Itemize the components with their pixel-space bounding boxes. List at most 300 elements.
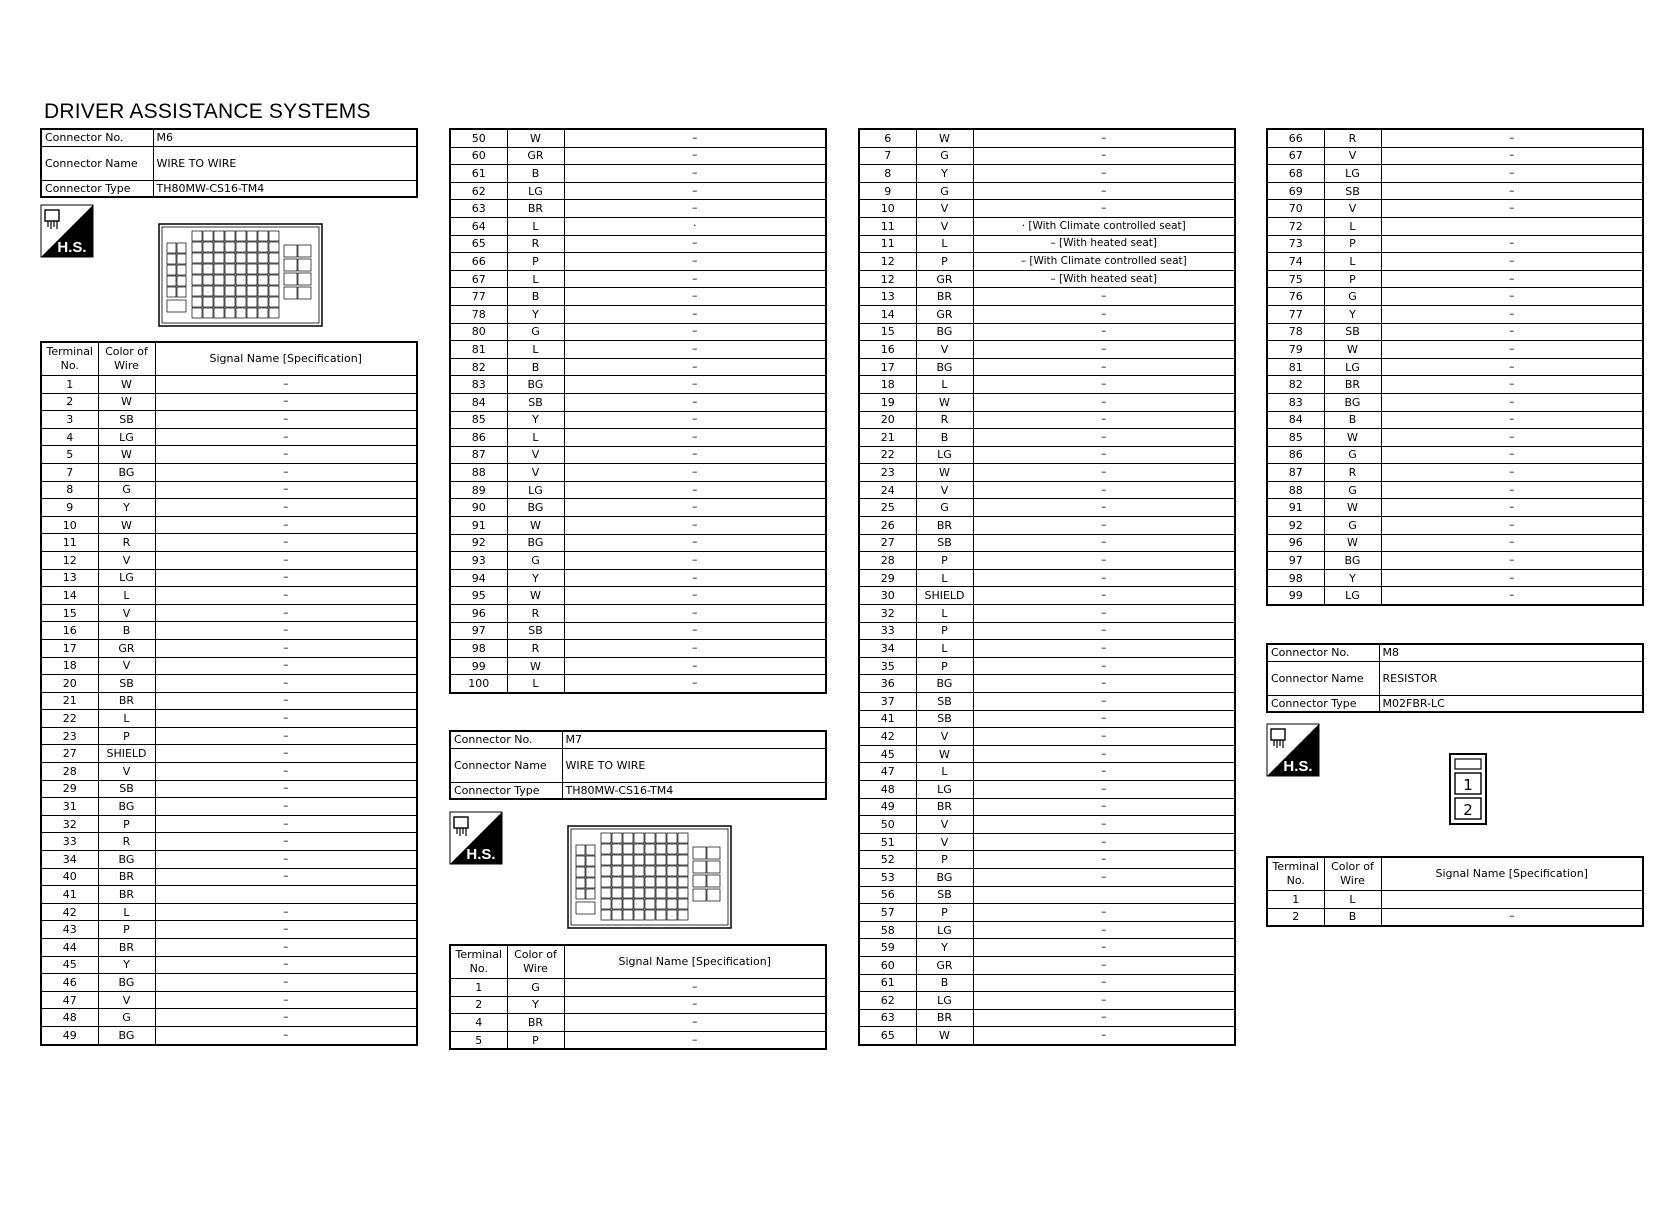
signal-name: – [155,657,417,675]
wire-color: BG [507,376,564,394]
terminal-number: 69 [1267,182,1324,200]
connector-field-value: M8 [1379,644,1643,661]
wire-color: SB [916,886,973,904]
signal-name: – [With heated seat] [973,235,1235,253]
terminal-number: 79 [1267,341,1324,359]
signal-name: – [1381,235,1643,253]
terminal-row [450,481,826,499]
terminal-row [450,217,826,235]
terminal-row [450,1014,826,1032]
signal-name: – [155,1026,417,1044]
signal-name: – [564,979,826,997]
signal-name: – [155,587,417,605]
terminal-row [859,675,1235,693]
wire-color: B [1324,908,1381,926]
wire-color: Y [1324,569,1381,587]
signal-name: – [973,411,1235,429]
wire-color: V [916,217,973,235]
signal-name: – [1381,569,1643,587]
wire-color: G [507,323,564,341]
terminal-number: 15 [859,323,916,341]
terminal-number: 22 [859,446,916,464]
wire-color: G [1324,517,1381,535]
terminal-row [450,605,826,623]
connector-field-label: Connector No. [450,731,562,748]
terminal-row [859,640,1235,658]
terminal-row [859,816,1235,834]
terminal-row [859,358,1235,376]
terminal-row [450,996,826,1014]
terminal-number: 88 [1267,481,1324,499]
page-title: DRIVER ASSISTANCE SYSTEMS [44,100,371,123]
signal-name: – [155,463,417,481]
signal-name: – [564,147,826,165]
signal-name: – [155,745,417,763]
signal-name: – [973,851,1235,869]
signal-name: – [1381,587,1643,605]
terminal-number: 70 [1267,200,1324,218]
terminal-number: 60 [859,956,916,974]
wire-color: W [98,376,155,394]
terminal-number: 77 [450,288,507,306]
signal-name: – [155,798,417,816]
signal-name: – [973,921,1235,939]
signal-name: – [564,569,826,587]
terminal-number: 45 [859,745,916,763]
wire-color: BR [507,1014,564,1032]
terminal-number: 100 [450,675,507,693]
wire-color: R [98,534,155,552]
terminal-row [450,288,826,306]
wire-color: W [1324,429,1381,447]
signal-name: – [564,200,826,218]
terminal-number: 86 [450,429,507,447]
signal-name: – [973,992,1235,1010]
wire-color: Y [507,569,564,587]
terminal-number: 32 [41,815,98,833]
wire-color: L [916,640,973,658]
wire-color: G [916,182,973,200]
wire-color: V [98,604,155,622]
terminal-row [41,622,417,640]
wire-color: BG [1324,393,1381,411]
terminal-number: 16 [41,622,98,640]
signal-name: – [564,393,826,411]
terminal-row [859,921,1235,939]
signal-name: – [973,745,1235,763]
connector-field-value: M02FBR-LC [1379,695,1643,712]
terminal-row [450,393,826,411]
signal-name: – [973,675,1235,693]
signal-name: – [155,622,417,640]
terminal-number: 86 [1267,446,1324,464]
signal-name: – [973,1009,1235,1027]
terminal-number: 41 [859,710,916,728]
signal-name: – [155,411,417,429]
wire-color: V [916,341,973,359]
terminal-row [859,376,1235,394]
signal-name: – [155,851,417,869]
terminal-row [41,851,417,869]
terminal-row [859,200,1235,218]
terminal-number: 10 [41,516,98,534]
wire-color: L [98,710,155,728]
signal-name: · [With Climate controlled seat] [973,217,1235,235]
m8-terminal-table [1266,856,1644,927]
terminal-number: 51 [859,833,916,851]
wire-color: BR [98,692,155,710]
signal-name: – [973,341,1235,359]
wire-color: Y [98,499,155,517]
wire-color: L [1324,217,1381,235]
signal-name: – [564,499,826,517]
terminal-number: 99 [450,657,507,675]
wire-color: P [507,1031,564,1049]
signal-name: – [155,692,417,710]
terminal-number: 47 [859,763,916,781]
terminal-row [859,569,1235,587]
wire-color-header: Color of Wire [507,945,564,979]
terminal-number: 21 [41,692,98,710]
wire-color: BG [98,463,155,481]
terminal-row [859,147,1235,165]
terminal-number: 91 [1267,499,1324,517]
terminal-number: 76 [1267,288,1324,306]
signal-name: – [155,1009,417,1027]
wire-color: W [1324,534,1381,552]
signal-name: – [155,551,417,569]
wire-color: B [916,429,973,447]
terminal-row [41,446,417,464]
wire-color: G [98,1009,155,1027]
terminal-row [41,710,417,728]
terminal-row [859,780,1235,798]
connector-info-row [1267,644,1643,661]
harness-side-icon [449,811,503,865]
wire-color-header: Color of Wire [1324,857,1381,891]
wire-color: V [916,481,973,499]
wire-color: V [507,464,564,482]
signal-name: – [155,534,417,552]
terminal-row [1267,165,1643,183]
terminal-row [1267,891,1643,909]
connector-info-row [1267,695,1643,712]
terminal-row [859,270,1235,288]
signal-name: – [564,253,826,271]
wire-color: P [916,904,973,922]
signal-name: – [973,446,1235,464]
terminal-number: 23 [859,464,916,482]
column-m7-b [858,128,1236,1046]
terminal-row [859,305,1235,323]
wire-color: W [507,657,564,675]
terminal-row [859,499,1235,517]
terminal-row [1267,517,1643,535]
terminal-number: 63 [450,200,507,218]
terminal-number: 8 [859,165,916,183]
terminal-row [450,552,826,570]
signal-name: – [155,763,417,781]
terminal-number: 56 [859,886,916,904]
terminal-row [41,516,417,534]
wire-color: BG [916,358,973,376]
terminal-number: 98 [1267,569,1324,587]
terminal-row [41,604,417,622]
signal-name: – [564,534,826,552]
terminal-row [859,974,1235,992]
wire-color: LG [916,446,973,464]
wire-color: W [98,516,155,534]
terminal-number: 15 [41,604,98,622]
signal-name: – [564,675,826,693]
m6-connector-diagram [158,223,323,327]
harness-side-icon [40,204,94,258]
signal-name: – [1381,129,1643,147]
wire-color: G [1324,288,1381,306]
terminal-row [41,798,417,816]
terminal-row [450,323,826,341]
terminal-row [1267,446,1643,464]
wire-color: GR [916,305,973,323]
signal-name: – [973,429,1235,447]
terminal-row [1267,393,1643,411]
terminal-row [859,1027,1235,1045]
wire-color: P [98,921,155,939]
wire-color: Y [98,956,155,974]
terminal-row [41,657,417,675]
signal-name: – [564,182,826,200]
signal-name: – [564,464,826,482]
terminal-number: 52 [859,851,916,869]
terminal-number: 34 [859,640,916,658]
terminal-number: 93 [450,552,507,570]
terminal-number: 41 [41,886,98,904]
terminal-number: 7 [41,463,98,481]
signal-name: – [973,552,1235,570]
wire-color: P [1324,235,1381,253]
terminal-number: 5 [41,446,98,464]
wire-color: B [98,622,155,640]
signal-name: – [564,517,826,535]
signal-name: – [1381,270,1643,288]
terminal-number: 85 [1267,429,1324,447]
signal-name: – [973,569,1235,587]
signal-name: – [1381,517,1643,535]
wire-color: BR [916,288,973,306]
wire-color: R [507,640,564,658]
wire-color: L [507,341,564,359]
terminal-number: 12 [41,551,98,569]
wire-color: L [916,605,973,623]
terminal-number: 83 [450,376,507,394]
signal-name: – [155,991,417,1009]
signal-name: – [1381,552,1643,570]
terminal-row [1267,270,1643,288]
terminal-row [859,481,1235,499]
connector-field-label: Connector No. [41,129,153,146]
terminal-row [859,1009,1235,1027]
terminal-number: 9 [859,182,916,200]
signal-name: – [564,657,826,675]
signal-name: – [155,974,417,992]
wire-color: R [1324,464,1381,482]
signal-name: – [973,833,1235,851]
terminal-number: 2 [41,393,98,411]
terminal-number: 31 [41,798,98,816]
wire-color: BR [507,200,564,218]
wire-color: R [98,833,155,851]
wire-color: V [1324,200,1381,218]
terminal-row [450,517,826,535]
signal-name: – [973,780,1235,798]
terminal-number: 65 [859,1027,916,1045]
wire-color: Y [1324,305,1381,323]
terminal-number: 37 [859,693,916,711]
terminal-row [1267,429,1643,447]
signal-name: – [1381,253,1643,271]
wire-color: W [916,129,973,147]
terminal-row [41,639,417,657]
terminal-number: 94 [450,569,507,587]
terminal-row [1267,481,1643,499]
terminal-row [450,376,826,394]
terminal-row [450,1031,826,1049]
terminal-number: 1 [1267,891,1324,909]
terminal-row [859,552,1235,570]
signal-name: – [564,605,826,623]
terminal-number: 14 [859,305,916,323]
terminal-number: 11 [41,534,98,552]
wire-color: V [98,763,155,781]
terminal-row [41,1009,417,1027]
terminal-row [41,411,417,429]
signal-name: – [155,481,417,499]
terminal-row [450,147,826,165]
signal-name: – [With heated seat] [973,270,1235,288]
terminal-row [859,587,1235,605]
signal-name: – [155,376,417,394]
terminal-number: 5 [450,1031,507,1049]
signal-name: – [564,640,826,658]
terminal-number: 75 [1267,270,1324,288]
terminal-number: 67 [1267,147,1324,165]
terminal-number: 84 [1267,411,1324,429]
terminal-number: 10 [859,200,916,218]
terminal-row [859,464,1235,482]
harness-side-icon [1266,723,1320,777]
terminal-number: 53 [859,868,916,886]
terminal-row [1267,908,1643,926]
terminal-number: 12 [859,270,916,288]
signal-name: – [1381,411,1643,429]
terminal-row [1267,464,1643,482]
terminal-row [859,904,1235,922]
terminal-row [450,499,826,517]
signal-name: – [564,323,826,341]
terminal-number: 16 [859,341,916,359]
signal-name: – [973,904,1235,922]
terminal-row [41,991,417,1009]
terminal-row [41,376,417,394]
m7-terminal-table-continued [1266,128,1644,606]
wire-color: P [916,657,973,675]
wire-color: GR [507,147,564,165]
wire-color: W [1324,499,1381,517]
signal-name: – [564,270,826,288]
wire-color: SB [1324,182,1381,200]
terminal-number: 98 [450,640,507,658]
terminal-row [450,305,826,323]
terminal-row [41,868,417,886]
terminal-row [450,200,826,218]
signal-name: – [973,763,1235,781]
wire-color: G [98,481,155,499]
terminal-row [1267,587,1643,605]
terminal-row [450,569,826,587]
wire-color: V [507,446,564,464]
wire-color: SHIELD [916,587,973,605]
terminal-number: 49 [41,1026,98,1044]
signal-name: – [564,552,826,570]
terminal-row [450,182,826,200]
terminal-number: 82 [1267,376,1324,394]
signal-name: – [973,798,1235,816]
wire-color: W [507,587,564,605]
terminal-number: 45 [41,956,98,974]
terminal-row [859,165,1235,183]
terminal-row [41,974,417,992]
terminal-number: 29 [41,780,98,798]
terminal-number: 14 [41,587,98,605]
terminal-number: 81 [450,341,507,359]
signal-name: – [1381,341,1643,359]
terminal-row [41,780,417,798]
signal-name: – [1381,200,1643,218]
signal-name: – [564,587,826,605]
wire-color: B [507,358,564,376]
terminal-number: 4 [450,1014,507,1032]
terminal-row [859,798,1235,816]
signal-name: – [564,129,826,147]
wire-color: B [507,165,564,183]
terminal-number: 49 [859,798,916,816]
terminal-row [41,833,417,851]
terminal-row [41,1026,417,1044]
signal-name: – [973,605,1235,623]
wire-color: SB [1324,323,1381,341]
wire-color: LG [1324,587,1381,605]
terminal-number: 12 [859,253,916,271]
terminal-row [450,622,826,640]
wire-color: L [916,569,973,587]
wire-color: W [916,1027,973,1045]
signal-name: – [1381,481,1643,499]
connector-field-value: RESISTOR [1379,661,1643,695]
terminal-number: 26 [859,517,916,535]
wire-color: BG [916,868,973,886]
terminal-row [859,622,1235,640]
terminal-number: 83 [1267,393,1324,411]
wire-color: L [98,587,155,605]
wire-color: LG [507,182,564,200]
terminal-row [859,886,1235,904]
terminal-number: 33 [41,833,98,851]
terminal-number: 67 [450,270,507,288]
terminal-row [859,323,1235,341]
terminal-number: 11 [859,217,916,235]
terminal-row [41,815,417,833]
terminal-number: 97 [450,622,507,640]
